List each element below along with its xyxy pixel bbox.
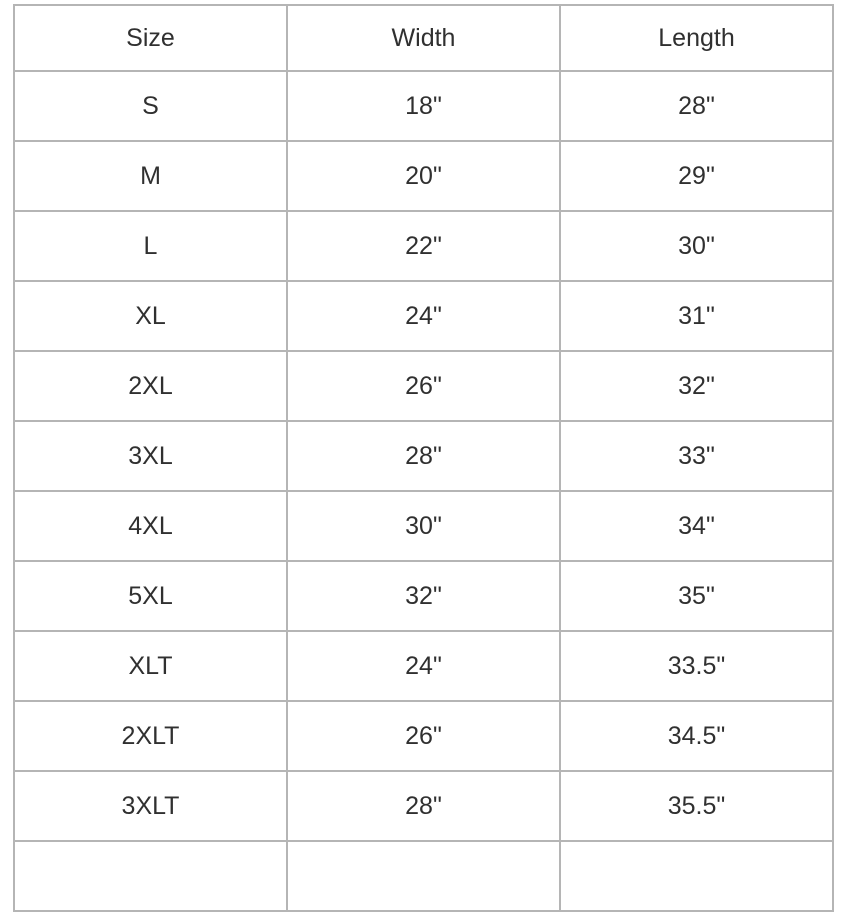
table-cell: 26": [287, 701, 560, 771]
table-cell: 35": [560, 561, 833, 631]
table-cell: 33": [560, 421, 833, 491]
table-cell: 30": [287, 491, 560, 561]
table-cell: 3XLT: [14, 771, 287, 841]
table-cell: 28": [287, 421, 560, 491]
table-cell: 26": [287, 351, 560, 421]
table-cell: 18": [287, 71, 560, 141]
header-row: [14, 5, 833, 71]
table-cell: 24": [287, 281, 560, 351]
table-cell: 3XL: [14, 421, 287, 491]
table-cell: XL: [14, 281, 287, 351]
size-chart-table: [13, 4, 834, 912]
table-row: [14, 71, 833, 141]
table-cell: 4XL: [14, 491, 287, 561]
table-cell: 24": [287, 631, 560, 701]
table-body: [14, 71, 833, 911]
table-cell: 2XLT: [14, 701, 287, 771]
table-cell: 2XL: [14, 351, 287, 421]
table-row-partial: [14, 841, 833, 911]
table-cell: L: [14, 211, 287, 281]
table-row: [14, 701, 833, 771]
table-cell: [14, 841, 287, 911]
table-cell: 28": [287, 771, 560, 841]
table-cell: 35.5": [560, 771, 833, 841]
table-cell: 32": [287, 561, 560, 631]
table-cell: [287, 841, 560, 911]
table-cell: 32": [560, 351, 833, 421]
table-row: [14, 211, 833, 281]
table-row: [14, 281, 833, 351]
table-cell: 31": [560, 281, 833, 351]
table-cell: 34": [560, 491, 833, 561]
table-row: [14, 561, 833, 631]
table-cell: 20": [287, 141, 560, 211]
table-row: [14, 421, 833, 491]
table-cell: 28": [560, 71, 833, 141]
column-header-length: Length: [560, 5, 833, 71]
table-cell: S: [14, 71, 287, 141]
column-header-size: Size: [14, 5, 287, 71]
table-cell: [560, 841, 833, 911]
column-header-width: Width: [287, 5, 560, 71]
table-cell: 5XL: [14, 561, 287, 631]
table-row: [14, 491, 833, 561]
table-row: [14, 141, 833, 211]
table-cell: 30": [560, 211, 833, 281]
table-cell: 33.5": [560, 631, 833, 701]
table-cell: 29": [560, 141, 833, 211]
table-cell: 34.5": [560, 701, 833, 771]
table-cell: 22": [287, 211, 560, 281]
table-row: [14, 631, 833, 701]
table-row: [14, 771, 833, 841]
table-cell: XLT: [14, 631, 287, 701]
table-cell: M: [14, 141, 287, 211]
table-header: [14, 5, 833, 71]
table-row: [14, 351, 833, 421]
